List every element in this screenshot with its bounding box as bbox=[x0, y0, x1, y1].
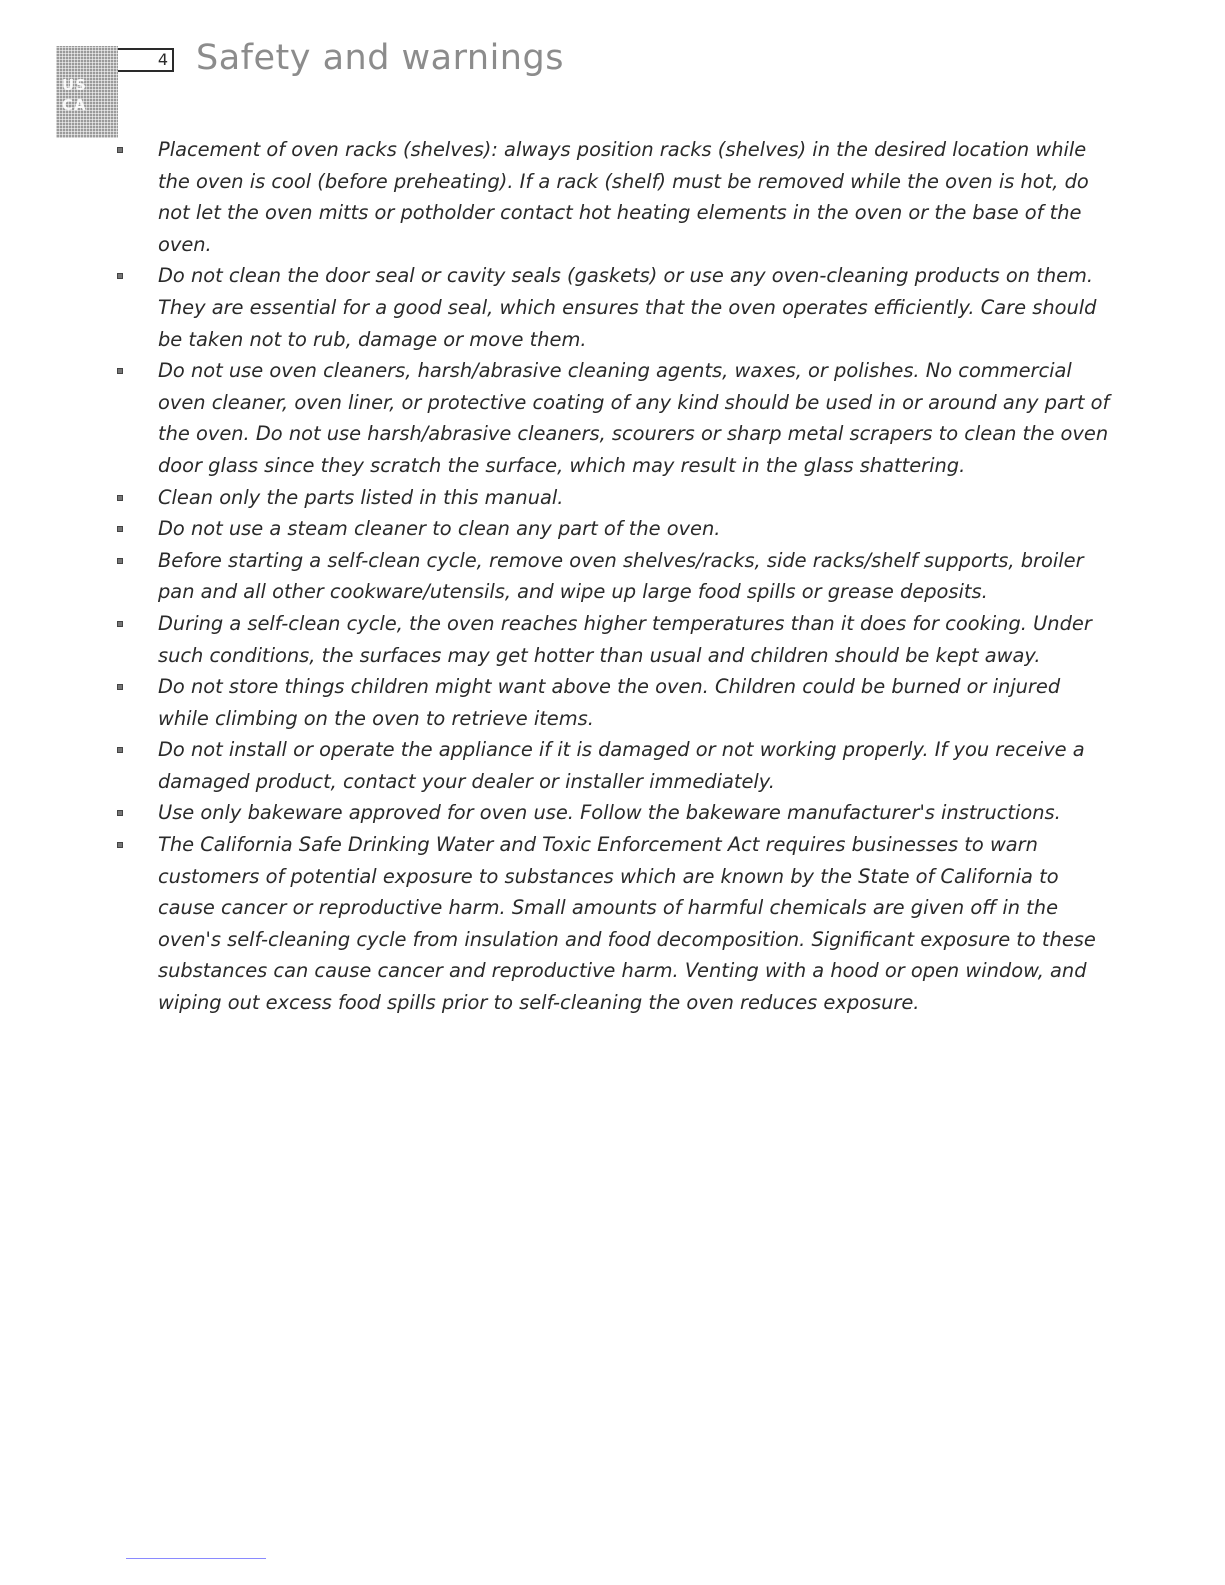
warning-text: Clean only the parts listed in this manual. bbox=[158, 485, 564, 509]
warning-text: Do not install or operate the appliance if it is damaged or not working properly. If you receive a damaged product, contact your dealer or installer immediately. bbox=[158, 738, 1085, 793]
country-tab bbox=[56, 46, 118, 138]
warning-text: During a self-clean cycle, the oven reaches higher temperatures than it does for cooking. Under such conditions, the surfaces may get hotter than usual and children should be kept away. bbox=[158, 611, 1092, 667]
bullet-icon bbox=[117, 842, 123, 848]
warning-text: Placement of oven racks (shelves): always position racks (shelves) in the desired location while the oven is cool (before preheating). If a rack (shelf) must be removed while the oven is hot, do not let the oven mitts or potholder contact hot heating elements in the oven or the base of the oven. bbox=[158, 138, 1089, 256]
bullet-icon bbox=[117, 684, 123, 690]
page-title: Safety and warnings bbox=[196, 38, 564, 78]
bullet-icon bbox=[117, 621, 123, 627]
warning-text: Do not use oven cleaners, harsh/abrasive cleaning agents, waxes, or polishes. No commercial oven cleaner, oven liner, or protective coating of any kind should be used in or around any part of the oven. Do not use harsh/abrasive cleaners, scourers or sharp metal scrapers to clean the oven door glass since they scratch the surface, which may result in the glass shattering. bbox=[158, 359, 1110, 477]
country-code-ca: CA bbox=[62, 96, 87, 114]
warning-text: Do not store things children might want above the oven. Children could be burned or injured while climbing on the oven to retrieve items. bbox=[158, 675, 1061, 730]
warning-text: Do not use a steam cleaner to clean any part of the oven. bbox=[158, 517, 721, 541]
footer-divider bbox=[126, 1558, 266, 1559]
list-item bbox=[110, 734, 1110, 797]
list-item bbox=[110, 134, 1110, 260]
bullet-icon bbox=[117, 273, 123, 279]
warning-text: Use only bakeware approved for oven use. Follow the bakeware manufacturer's instructions. bbox=[158, 801, 1061, 825]
list-item bbox=[110, 671, 1110, 734]
list-item bbox=[110, 608, 1110, 671]
bullet-icon bbox=[117, 810, 123, 816]
bullet-icon bbox=[117, 526, 123, 532]
warning-text: Before starting a self-clean cycle, remove oven shelves/racks, side racks/shelf supports, broiler pan and all other cookware/utensils, and wipe up large food spills or grease deposits. bbox=[158, 548, 1084, 604]
list-item bbox=[110, 545, 1110, 608]
list-item bbox=[110, 355, 1110, 481]
bullet-icon bbox=[117, 747, 123, 753]
bullet-icon bbox=[117, 558, 123, 564]
bullet-icon bbox=[117, 147, 123, 153]
warning-text: Do not clean the door seal or cavity seals (gaskets) or use any oven-cleaning products on them. They are essential for a good seal, which ensures that the oven operates efficiently. Care should be taken not to rub, damage or move them. bbox=[158, 264, 1097, 351]
list-item bbox=[110, 829, 1110, 1019]
list-item bbox=[110, 482, 1110, 514]
bullet-icon bbox=[117, 495, 123, 501]
warnings-list bbox=[110, 134, 1110, 1019]
warning-text: The California Safe Drinking Water and Toxic Enforcement Act requires businesses to warn customers of potential exposure to substances which are known by the State of California to cause cancer or reproductive harm. Small amounts of harmful chemicals are given off in the oven's self-cleaning cycle from insulation and food decomposition. Significant exposure to these substances can cause cancer and reproductive harm. Venting with a hood or open window, and wiping out excess food spills prior to self-cleaning the oven reduces exposure. bbox=[158, 833, 1096, 1015]
list-item bbox=[110, 797, 1110, 829]
country-code-us: US bbox=[62, 76, 87, 94]
bullet-icon bbox=[117, 368, 123, 374]
page-number: 4 bbox=[118, 48, 174, 72]
list-item bbox=[110, 513, 1110, 545]
list-item bbox=[110, 260, 1110, 355]
